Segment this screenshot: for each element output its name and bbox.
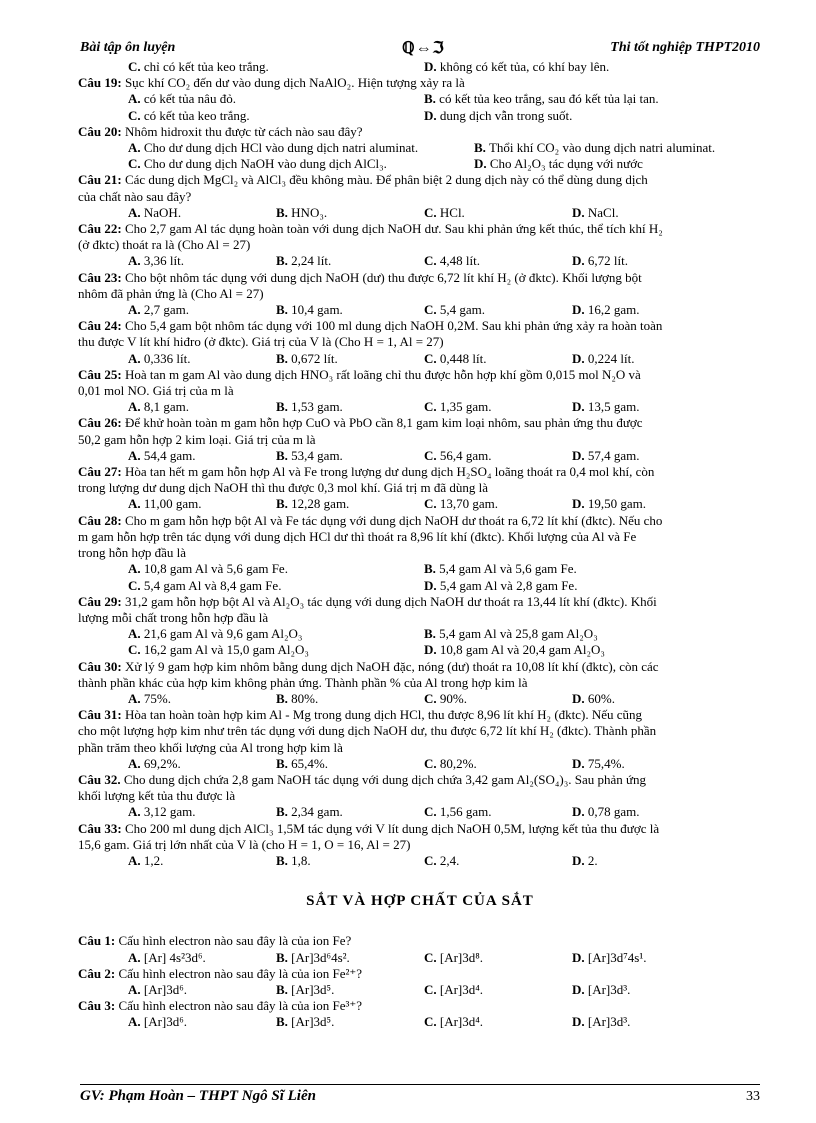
question-31: Câu 31: Hòa tan hoàn toàn hợp kim Al - Mg trong dung dịch HCl, thu được 8,96 lít khí H₂ (đktc). Nếu cũng (78, 707, 643, 723)
header-left: Bài tập ôn luyện (80, 40, 176, 55)
options: A. 75%. B. 80%. C. 90%. D. 60%. (128, 690, 615, 706)
options: A. 10,8 gam Al và 5,6 gam Fe. B. 5,4 gam Al và 5,6 gam Fe. (128, 561, 577, 577)
options: A. 2,7 gam. B. 10,4 gam. C. 5,4 gam. D. 16,2 gam. (128, 302, 640, 318)
page-number: 33 (746, 1089, 760, 1104)
question-20: Câu 20: Nhôm hidroxit thu được từ cách nào sau đây? (78, 123, 363, 139)
options: A. [Ar]3d⁶. B. [Ar]3d⁵. C. [Ar]3d⁴. D. [Ar]3d³. (128, 981, 631, 997)
options: C. 16,2 gam Al và 15,0 gam Al₂O₃ D. 10,8 gam Al và 20,4 gam Al₂O₃ (128, 642, 605, 658)
question-33: Câu 33: Cho 200 ml dung dịch AlCl₃ 1,5M tác dụng với V lít dung dịch NaOH 0,5M, lượng kết tủa thu được là (78, 820, 660, 836)
header-center: ℚ⇔ℑ (402, 40, 445, 57)
question-22: Câu 22: Cho 2,7 gam Al tác dụng hoàn toàn với dung dịch NaOH dư. Sau khi phản ứng kết thúc, thể tích khí H₂ (78, 221, 663, 237)
options: A. [Ar] 4s²3d⁶. B. [Ar]3d⁶4s². C. [Ar]3d⁸. D. [Ar]3d⁷4s¹. (128, 949, 647, 965)
options: A. 69,2%. B. 65,4%. C. 80,2%. D. 75,4%. (128, 755, 625, 771)
options: A. 0,336 lít. B. 0,672 lít. C. 0,448 lít. D. 0,224 lít. (128, 350, 635, 366)
section-title: SẮT VÀ HỢP CHẤT CỦA SẮT (306, 893, 534, 910)
options: A. 11,00 gam. B. 12,28 gam. C. 13,70 gam. D. 19,50 gam. (128, 496, 647, 512)
question-28: Câu 28: Cho m gam hỗn hợp bột Al và Fe tác dụng với dung dịch NaOH dư thoát ra 6,72 lít khí (đktc). Nếu cho (78, 512, 663, 528)
question-23: Câu 23: Cho bột nhôm tác dụng với dung dịch NaOH (dư) thu được 6,72 lít khí H₂ (ở đktc). Khối lượng bột (78, 269, 642, 285)
question-iron-3: Câu 3: Cấu hình electron nào sau đây là của ion Fe³⁺? (78, 998, 363, 1014)
options: A. 8,1 gam. B. 1,53 gam. C. 1,35 gam. D. 13,5 gam. (128, 399, 640, 415)
options: A. 54,4 gam. B. 53,4 gam. C. 56,4 gam. D. 57,4 gam. (128, 447, 640, 463)
options: A. 3,12 gam. B. 2,34 gam. C. 1,56 gam. D. 0,78 gam. (128, 804, 640, 820)
options: A. 1,2. B. 1,8. C. 2,4. D. 2. (128, 852, 598, 868)
page-footer (80, 1084, 760, 1107)
question-21: Câu 21: Các dung dịch MgCl₂ và AlCl₃ đều không màu. Để phân biệt 2 dung dịch này có thể dùng dung dịch (78, 172, 648, 188)
question-29: Câu 29: 31,2 gam hỗn hợp bột Al và Al₂O₃ tác dụng với dung dịch NaOH dư thoát ra 13,44 lít khí (đktc). Khối (78, 593, 657, 609)
page-header (80, 40, 760, 60)
options: A. [Ar]3d⁶. B. [Ar]3d⁵. C. [Ar]3d⁴. D. [Ar]3d³. (128, 1014, 631, 1030)
question-25: Câu 25: Hoà tan m gam Al vào dung dịch HNO₃ rất loãng chỉ thu được hỗn hợp khí gồm 0,015 mol N₂O và (78, 366, 641, 382)
options: A. có kết tủa nâu đỏ. B. có kết tủa keo trắng, sau đó kết tủa lại tan. (128, 91, 659, 107)
question-24: Câu 24: Cho 5,4 gam bột nhôm tác dụng với 100 ml dung dịch NaOH 0,2M. Sau khi phản ứng xảy ra hoàn toàn (78, 318, 663, 334)
options: A. 21,6 gam Al và 9,6 gam Al₂O₃ B. 5,4 gam Al và 25,8 gam Al₂O₃ (128, 626, 598, 642)
options: A. 3,36 lít. B. 2,24 lít. C. 4,48 lít. D. 6,72 lít. (128, 253, 628, 269)
options: A. NaOH. B. HNO₃. C. HCl. D. NaCl. (128, 204, 619, 220)
options: C. có kết tủa keo trắng. D. dung dịch vẫn trong suốt. (128, 107, 573, 123)
question-iron-1: Câu 1: Cấu hình electron nào sau đây là của ion Fe? (78, 933, 352, 949)
question-iron-2: Câu 2: Cấu hình electron nào sau đây là của ion Fe²⁺? (78, 965, 363, 981)
options: A. Cho dư dung dịch HCl vào dung dịch natri aluminat. B. Thổi khí CO₂ vào dung dịch natri aluminat. (128, 140, 716, 156)
question-27: Câu 27: Hòa tan hết m gam hỗn hợp Al và Fe trong lượng dư dung dịch H₂SO₄ loãng thoát ra 0,4 mol khí, còn (78, 464, 655, 480)
footer-author: GV: Phạm Hoàn – THPT Ngô Sĩ Liên (80, 1088, 316, 1104)
options: C. 5,4 gam Al và 8,4 gam Fe. D. 5,4 gam Al và 2,8 gam Fe. (128, 577, 578, 593)
options: C. Cho dư dung dịch NaOH vào dung dịch AlCl₃. D. Cho Al₂O₃ tác dụng với nước (128, 156, 643, 172)
question-32: Câu 32. Cho dung dịch chứa 2,8 gam NaOH tác dụng với dung dịch chứa 3,42 gam Al₂(SO₄)₃. Sau phản ứng (78, 771, 647, 787)
question-19: Câu 19: Sục khí CO₂ đến dư vào dung dịch NaAlO₂. Hiện tượng xảy ra là (78, 75, 465, 91)
question-26: Câu 26: Để khử hoàn toàn m gam hỗn hợp CuO và PbO cần 8,1 gam kim loại nhôm, sau phản ứng thu được (78, 415, 643, 431)
options: C. chỉ có kết tủa keo trắng. D. không có kết tủa, có khí bay lên. (128, 59, 610, 74)
document-body: C. chỉ có kết tủa keo trắng. D. không có kết tủa, có khí bay lên. Câu 19: Sục khí CO₂ đến dư vào dung dịch NaAlO₂. Hiện tượng xảy ra là A. có kết tủa nâu đỏ. B. có kết tủa keo trắng, sau đó kết tủa lại tan. C. có kết tủa keo trắng. D. dung dịch vẫn trong suốt. Câu 20: Nhôm hidroxit thu được từ cách nào sau đây? A. Cho dư dung dịch HCl vào dung dịch natri aluminat. B. Thổi khí CO₂ vào dung dịch natri aluminat. C. Cho dư dung dịch NaOH vào dung dịch AlCl₃. D. Cho Al₂O₃ tác dụng với nước Câu 21: Các dung dịch MgCl₂ và AlCl₃ đều không màu. Để phân biệt 2 dung dịch này có thể dùng dung dịch của chất nào sau đây? A. NaOH. B. HNO₃. C. HCl. D. NaCl. Câu 22: Cho 2,7 gam Al tác dụng hoàn toàn với dung dịch NaOH dư. Sau khi phản ứng kết thúc, thể tích khí H₂ (ở đktc) thoát ra là (Cho Al = 27) A. 3,36 lít. B. 2,24 lít. C. 4,48 lít. D. 6,72 lít. Câu 23: Cho bột nhôm tác dụng với dung dịch NaOH (dư) thu được 6,72 lít khí H₂ (ở đktc). Khối lượng bột nhôm đã phản ứng là (Cho Al = 27) A. 2,7 gam. B. 10,4 gam. C. 5,4 gam. D. 16,2 gam. Câu 24: Cho 5,4 gam bột nhôm tác dụng với 100 ml dung dịch NaOH 0,2M. Sau khi phản ứng xảy ra hoàn toàn thu được V lít khí hiđro (ở đktc). Giá trị của V là (Cho H = 1, Al = 27) A. 0,336 lít. B. 0,672 lít. C. 0,448 lít. D. 0,224 lít. Câu 25: Hoà tan m gam Al vào dung dịch HNO₃ rất loãng chỉ thu được hỗn hợp khí gồm 0,015 mol N₂O và 0,01 mol NO. Giá trị của m là A. 8,1 gam. B. 1,53 gam. C. 1,35 gam. D. 13,5 gam. Câu 26: Để khử hoàn toàn m gam hỗn hợp CuO và PbO cần 8,1 gam kim loại nhôm, sau phản ứng thu được 50,2 gam hỗn hợp 2 kim loại. Giá trị của m là A. 54,4 gam. B. 53,4 gam. C. 56,4 gam. D. 57,4 gam. Câu 27: Hòa tan hết m gam hỗn hợp Al và Fe trong lượng dư dung dịch H₂SO₄ loãng thoát ra 0,4 mol khí, còn trong lượng dư dung dịch NaOH thì thu được 0,3 mol khí. Giá trị m đã dùng là A. 11,00 gam. B. 12,28 gam. C. 13,70 gam. D. 19,50 gam. Câu 28: Cho m gam hỗn hợp bột Al và Fe tác dụng với dung dịch NaOH dư thoát ra 6,72 lít khí (đktc). Nếu cho m gam hỗn hợp trên tác dụng với dung dịch HCl dư thì thoát ra 8,96 lít khí (đktc). Khối lượng của Al và Fe trong hỗn hợp đầu là A. 10,8 gam Al và 5,6 gam Fe. B. 5,4 gam Al và 5,6 gam Fe. C. 5,4 gam Al và 8,4 gam Fe. D. 5,4 gam Al và 2,8 gam Fe. Câu 29: 31,2 gam hỗn hợp bột Al và Al₂O₃ tác dụng với dung dịch NaOH dư thoát ra 13,44 lít khí (đktc). Khối lượng mỗi chất trong hỗn hợp đầu là A. 21,6 gam Al và 9,6 gam Al₂O₃ B. 5,4 gam Al và 25,8 gam Al₂O₃ C. 16,2 gam Al và 15,0 gam Al₂O₃ D. 10,8 gam Al và 20,4 gam Al₂O₃ Câu 30: Xử lý 9 gam hợp kim nhôm bằng dung dịch NaOH đặc, nóng (dư) thoát ra 10,08 lít khí (đktc), còn các thành phần khác của hợp kim không phản ứng. Thành phần % của Al trong hợp kim là A. 75%. B. 80%. C. 90%. D. 60%. Câu 31: Hòa tan hoàn toàn hợp kim Al - Mg trong dung dịch HCl, thu được 8,96 lít khí H₂ (đktc). Nếu cũng cho một lượng hợp kim như trên tác dụng với dung dịch NaOH dư, thu được 6,72 lít khí H₂ (đktc). Thành phần phần trăm theo khối lượng của Al trong hợp kim là A. 69,2%. B. 65,4%. C. 80,2%. D. 75,4%. Câu 32. Cho dung dịch chứa 2,8 gam NaOH tác dụng với dung dịch chứa 3,42 gam Al₂(SO₄)₃. Sau phản ứng khối lượng kết tủa thu được là A. 3,12 gam. B. 2,34 gam. C. 1,56 gam. D. 0,78 gam. Câu 33: Cho 200 ml dung dịch AlCl₃ 1,5M tác dụng với V lít dung dịch NaOH 0,5M, lượng kết tủa thu được là 15,6 gam. Giá trị lớn nhất của V là (cho H = 1, O = 16, Al = 27) A. 1,2. B. 1,8. C. 2,4. D. 2. SẮT VÀ HỢP CHẤT CỦA SẮT Câu 1: Cấu hình electron nào sau đây là của ion Fe? A. [Ar] 4s²3d⁶. B. [Ar]3d⁶4s². C. [Ar]3d⁸. D. [Ar]3d⁷4s¹. Câu 2: Cấu hình electron nào sau đây là của ion Fe²⁺? A. [Ar]3d⁶. B. [Ar]3d⁵. C. [Ar]3d⁴. D. [Ar]3d³. Câu 3: Cấu hình electron nào sau đây là của ion Fe³⁺? A. [Ar]3d⁶. B. [Ar]3d⁵. C. [Ar]3d⁴. D. [Ar]3d³. (78, 59, 762, 1031)
header-right: Thi tốt nghiệp THPT2010 (610, 40, 760, 55)
question-30: Câu 30: Xử lý 9 gam hợp kim nhôm bằng dung dịch NaOH đặc, nóng (dư) thoát ra 10,08 lít khí (đktc), còn các (78, 658, 659, 674)
